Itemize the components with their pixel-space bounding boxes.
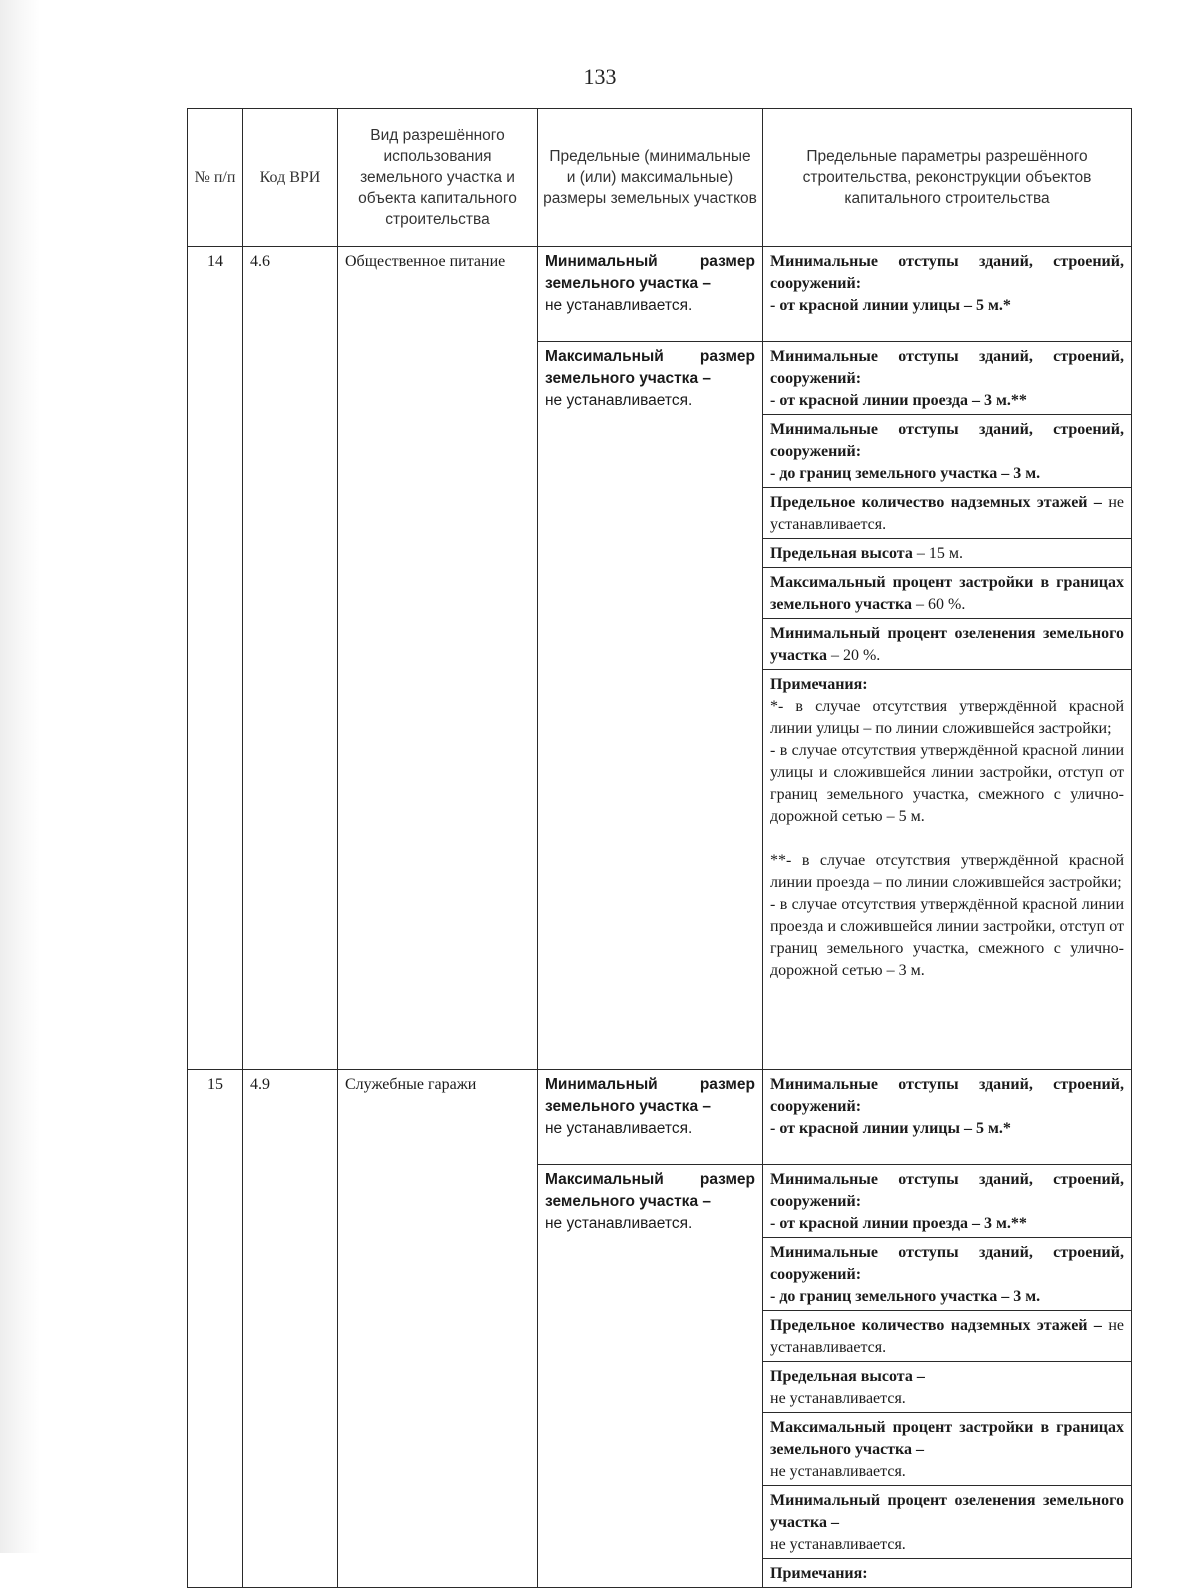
param-value: - от красной линии улицы – 5 м.* [770, 1120, 1011, 1137]
param-label: Предельная высота – [770, 1368, 925, 1385]
param-value: не устанавливается. [770, 494, 1124, 533]
param-label: Минимальные отступы зданий, строений, сооружений: [770, 1076, 1124, 1115]
note-text: *- в случае отсутствия утверждённой красной линии улицы – по линии сложившейся застройки; [770, 698, 1124, 737]
header-plot-sizes: Предельные (минимальные и (или) максимальные) размеры земельных участков [538, 109, 763, 247]
param-label: Максимальный процент застройки в границах земельного участка [770, 574, 1124, 613]
param-label: Предельное количество надземных этажей – [770, 494, 1102, 511]
notes-cell [763, 670, 1132, 1070]
param-height [763, 539, 1132, 568]
max-plot-size [538, 1165, 763, 1588]
param-value: - до границ земельного участка – 3 м. [770, 465, 1041, 482]
header-use-type: Вид разрешённого использования земельного участка и объекта капитального строительства [338, 109, 538, 247]
row-use-type: Служебные гаражи [338, 1070, 538, 1588]
param-label: Минимальные отступы зданий, строений, сооружений: [770, 1171, 1124, 1210]
param-label: Максимальный процент застройки в границах земельного участка – [770, 1419, 1124, 1458]
note-text: **- в случае отсутствия утверждённой красной линии проезда – по линии сложившейся застройки; [770, 852, 1124, 891]
table-row [188, 247, 1132, 342]
param-value: – 15 м. [912, 545, 963, 562]
min-plot-title: Минимальный размер земельного участка – [545, 1076, 755, 1115]
max-plot-title: Максимальный размер земельного участка – [545, 348, 755, 387]
param-value: - от красной линии проезда – 3 м.** [770, 392, 1027, 409]
row-code: 4.6 [243, 247, 338, 1070]
min-plot-value: не устанавливается. [545, 297, 693, 314]
row-number: 15 [188, 1070, 243, 1588]
param-value: – 20 %. [826, 647, 881, 664]
param-label: Минимальный процент озеленения земельного участка – [770, 1492, 1124, 1531]
param-setback-driveway [763, 342, 1132, 415]
max-plot-value: не устанавливается. [545, 1215, 693, 1232]
note-text: - в случае отсутствия утверждённой красной линии проезда и сложившейся линии застройки, отступ от границ земельного участка, смежного с улично-дорожной сетью – 3 м. [770, 896, 1124, 979]
param-green-percent [763, 619, 1132, 670]
max-plot-size [538, 342, 763, 1070]
param-label: Минимальный процент озеленения земельного участка [770, 625, 1124, 664]
header-number: № п/п [188, 109, 243, 247]
param-floors [763, 1311, 1132, 1362]
param-floors [763, 488, 1132, 539]
header-params: Предельные параметры разрешённого строительства, реконструкции объектов капитального строительства [763, 109, 1132, 247]
header-code: Код ВРИ [243, 109, 338, 247]
row-number: 14 [188, 247, 243, 1070]
param-label: Предельное количество надземных этажей – [770, 1317, 1102, 1334]
page-number: 133 [583, 64, 617, 89]
param-setback-street [763, 247, 1132, 342]
param-setback-driveway [763, 1165, 1132, 1238]
row-use-type: Общественное питание [338, 247, 538, 1070]
param-setback-street [763, 1070, 1132, 1165]
param-value: - до границ земельного участка – 3 м. [770, 1288, 1041, 1305]
param-setback-boundary [763, 1238, 1132, 1311]
table-header-row [188, 109, 1132, 247]
min-plot-title: Минимальный размер земельного участка – [545, 253, 755, 292]
param-value: – 60 %. [912, 596, 966, 613]
param-setback-boundary [763, 415, 1132, 488]
min-plot-value: не устанавливается. [545, 1120, 693, 1137]
param-label: Минимальные отступы зданий, строений, сооружений: [770, 253, 1124, 292]
param-build-percent [763, 568, 1132, 619]
param-green-percent [763, 1486, 1132, 1559]
row-code: 4.9 [243, 1070, 338, 1588]
param-value: не устанавливается. [770, 1463, 906, 1480]
param-label: Минимальные отступы зданий, строений, сооружений: [770, 348, 1124, 387]
notes-title: Примечания: [770, 676, 868, 693]
param-label: Предельная высота [770, 545, 913, 562]
regulations-table [187, 108, 1132, 1588]
min-plot-size [538, 247, 763, 342]
notes-title: Примечания: [770, 1565, 868, 1582]
note-text: - в случае отсутствия утверждённой красной линии улицы и сложившейся линии застройки, отступ от границ земельного участка, смежного с улично-дорожной сетью – 5 м. [770, 742, 1124, 825]
max-plot-value: не устанавливается. [545, 392, 693, 409]
param-value: не устанавливается. [770, 1536, 906, 1553]
param-value: не устанавливается. [770, 1390, 906, 1407]
scan-edge-shadow [0, 0, 40, 1553]
notes-spacer [770, 828, 1124, 850]
param-label: Минимальные отступы зданий, строений, сооружений: [770, 421, 1124, 460]
param-value: - от красной линии улицы – 5 м.* [770, 297, 1011, 314]
param-value: - от красной линии проезда – 3 м.** [770, 1215, 1027, 1232]
notes-cell [763, 1559, 1132, 1588]
param-label: Минимальные отступы зданий, строений, сооружений: [770, 1244, 1124, 1283]
min-plot-size [538, 1070, 763, 1165]
table-row [188, 1070, 1132, 1165]
max-plot-title: Максимальный размер земельного участка – [545, 1171, 755, 1210]
param-height [763, 1362, 1132, 1413]
param-build-percent [763, 1413, 1132, 1486]
param-value: не устанавливается. [770, 1317, 1124, 1356]
